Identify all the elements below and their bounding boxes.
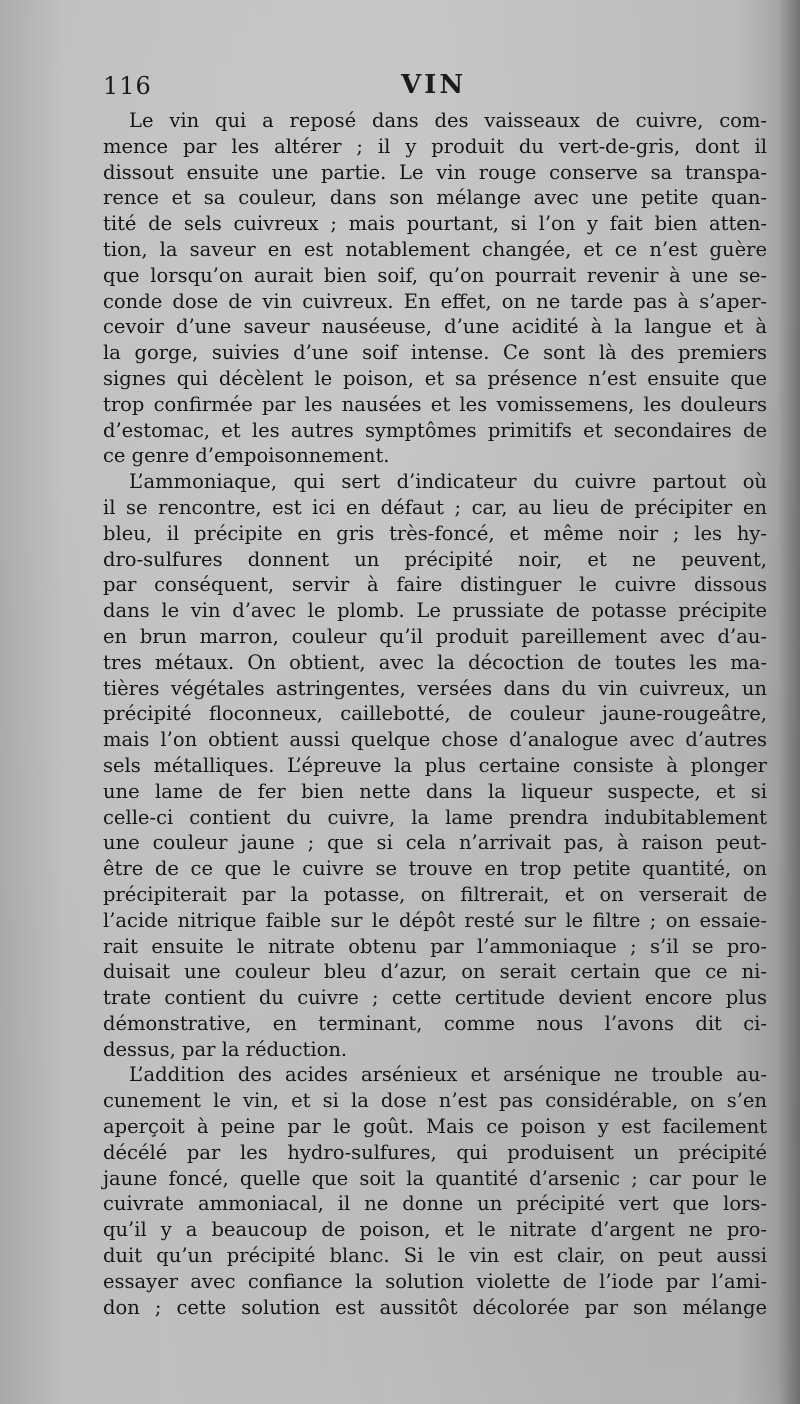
text-line: être de ce que le cuivre se trouve en trop petite quantité, on — [103, 857, 767, 881]
text-line: cevoir d’une saveur nauséeuse, d’une acidité à la langue et à — [103, 315, 767, 339]
text-line: mais l’on obtient aussi quelque chose d’analogue avec d’autres — [103, 728, 767, 752]
text-line: trate contient du cuivre ; cette certitude devient encore plus — [103, 986, 767, 1010]
text-line: duisait une couleur bleu d’azur, on serait certain que ce ni- — [103, 960, 767, 984]
text-line: rait ensuite le nitrate obtenu par l’ammoniaque ; s’il se pro- — [103, 934, 767, 958]
text-body — [103, 108, 767, 1320]
running-head: VIN — [401, 70, 467, 100]
text-line: celle-ci contient du cuivre, la lame prendra indubitablement — [103, 805, 767, 829]
text-line: cuivrate ammoniacal, il ne donne un précipité vert que lors- — [103, 1192, 767, 1216]
paragraph — [103, 469, 767, 1062]
text-line: qu’il y a beaucoup de poison, et le nitrate d’argent ne pro- — [103, 1218, 767, 1242]
text-line: décélé par les hydro-sulfures, qui produisent un précipité — [103, 1140, 767, 1164]
text-line: l’acide nitrique faible sur le dépôt resté sur le filtre ; on essaie- — [103, 908, 767, 932]
text-line: sels métalliques. L’épreuve la plus certaine consiste à plonger — [103, 753, 767, 777]
text-line: il se rencontre, est ici en défaut ; car, au lieu de précipiter en — [103, 495, 767, 519]
text-line: une lame de fer bien nette dans la liqueur suspecte, et si — [103, 779, 767, 803]
text-line: essayer avec confiance la solution violette de l’iode par l’ami- — [103, 1269, 767, 1293]
text-line: conde dose de vin cuivreux. En effet, on ne tarde pas à s’aper- — [103, 289, 767, 313]
page-number: 116 — [103, 72, 152, 100]
text-line: dessus, par la réduction. — [103, 1037, 348, 1061]
text-line: aperçoit à peine par le goût. Mais ce poison y est facilement — [103, 1115, 767, 1139]
text-line: cunement le vin, et si la dose n’est pas considérable, on s’en — [103, 1089, 767, 1113]
page-edge-shadow — [778, 0, 800, 1404]
text-line: la gorge, suivies d’une soif intense. Ce sont là des premiers — [103, 341, 767, 365]
text-line: L’ammoniaque, qui sert d’indicateur du cuivre partout où — [129, 470, 767, 494]
text-line: L’addition des acides arsénieux et arsénique ne trouble au- — [129, 1063, 767, 1087]
text-line: trop confirmée par les nausées et les vomissemens, les douleurs — [103, 392, 767, 416]
text-line: duit qu’un précipité blanc. Si le vin est clair, on peut aussi — [103, 1244, 767, 1268]
text-line: précipiterait par la potasse, on filtrerait, et on verserait de — [103, 882, 767, 906]
text-line: que lorsqu’on aurait bien soif, qu’on pourrait revenir à une se- — [103, 263, 767, 287]
text-line: en brun marron, couleur qu’il produit pareillement avec d’au- — [103, 624, 767, 648]
text-line: mence par les altérer ; il y produit du vert-de-gris, dont il — [103, 134, 767, 158]
text-line: dissout ensuite une partie. Le vin rouge conserve sa transpa- — [103, 160, 767, 184]
text-line: dans le vin d’avec le plomb. Le prussiate de potasse précipite — [103, 599, 767, 623]
text-line: tières végétales astringentes, versées dans du vin cuivreux, un — [103, 676, 767, 700]
text-line: d’estomac, et les autres symptômes primitifs et secondaires de — [103, 418, 767, 442]
text-line: précipité floconneux, caillebotté, de couleur jaune-rougeâtre, — [103, 702, 767, 726]
text-line: tité de sels cuivreux ; mais pourtant, si l’on y fait bien atten- — [103, 212, 767, 236]
text-line: par conséquent, servir à faire distinguer le cuivre dissous — [103, 573, 767, 597]
page-header — [103, 70, 763, 106]
text-line: une couleur jaune ; que si cela n’arrivait pas, à raison peut- — [103, 831, 767, 855]
text-line: tion, la saveur en est notablement changée, et ce n’est guère — [103, 237, 767, 261]
text-line: jaune foncé, quelle que soit la quantité d’arsenic ; car pour le — [103, 1166, 767, 1190]
text-line: Le vin qui a reposé dans des vaisseaux de cuivre, com- — [129, 109, 767, 132]
text-line: tres métaux. On obtient, avec la décoction de toutes les ma- — [103, 650, 767, 674]
paragraph — [103, 1062, 767, 1320]
text-line: rence et sa couleur, dans son mélange avec une petite quan- — [103, 186, 767, 210]
text-line: signes qui décèlent le poison, et sa présence n’est ensuite que — [103, 366, 767, 390]
text-line: don ; cette solution est aussitôt décolorée par son mélange — [103, 1295, 767, 1319]
text-line: dro-sulfures donnent un précipité noir, et ne peuvent, — [103, 547, 767, 571]
text-line: ce genre d’empoisonnement. — [103, 444, 390, 468]
text-line: bleu, il précipite en gris très-foncé, et même noir ; les hy- — [103, 521, 767, 545]
text-line: démonstrative, en terminant, comme nous l’avons dit ci- — [103, 1011, 767, 1035]
paragraph — [103, 108, 767, 469]
